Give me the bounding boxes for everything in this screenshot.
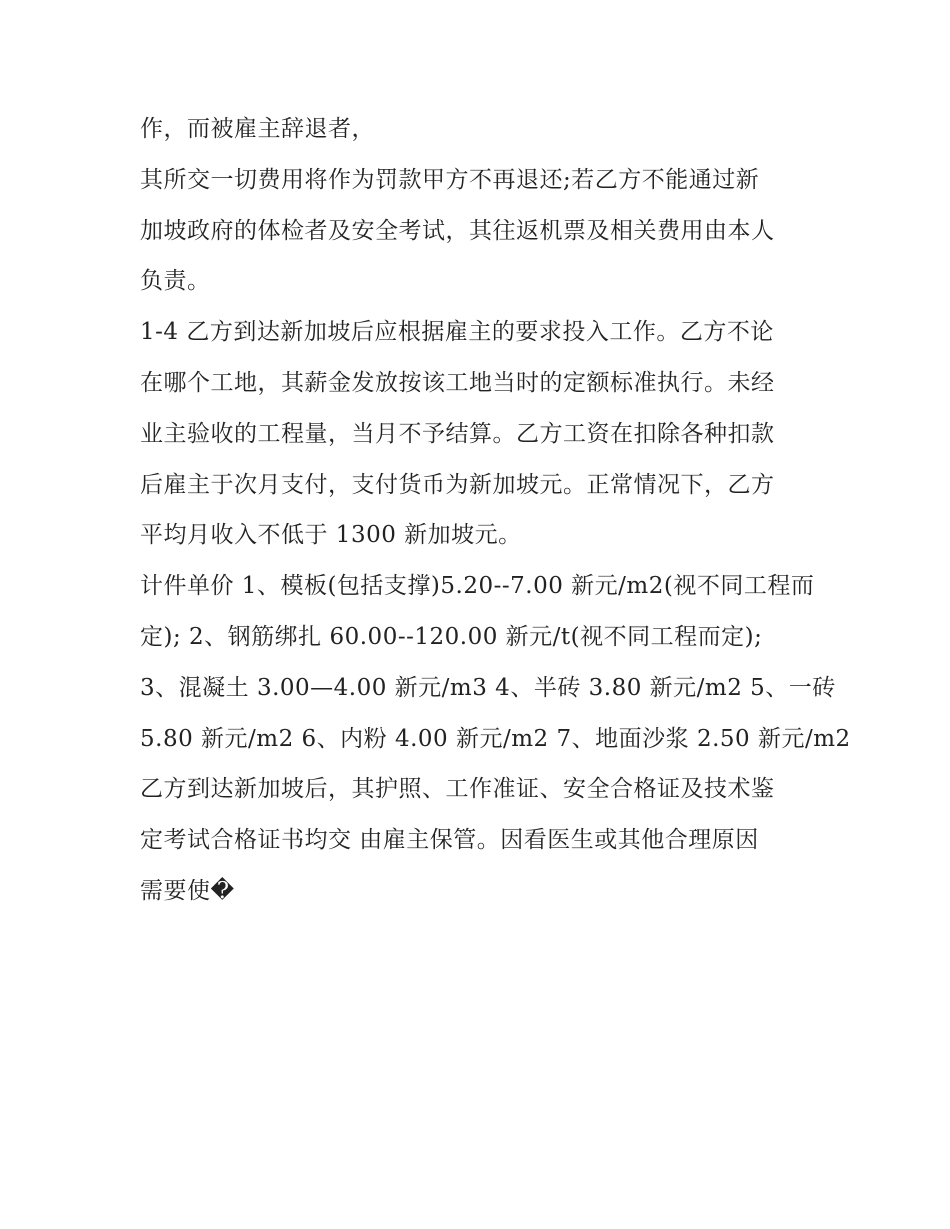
text-line: 负责。 [140, 268, 211, 295]
text-line: 1-4 乙方到达新加坡后应根据雇主的要求投入工作。乙方不论 [140, 319, 774, 346]
text-line: 计件单价 1、模板(包括支撑)5.20--7.00 新元/m2(视不同工程而 [140, 573, 815, 600]
text-line: 平均月收入不低于 1300 新加坡元。 [140, 522, 522, 549]
text-line: 业主验收的工程量，当月不予结算。乙方工资在扣除各种扣款 [140, 420, 775, 447]
text-line: 作，而被雇主辞退者， [140, 116, 375, 142]
text-line: 3、混凝土 3.00—4.00 新元/m3 4、半砖 3.80 新元/m2 5、一砖 [140, 674, 836, 701]
text-line: 其所交一切费用将作为罚款甲方不再退还;若乙方不能通过新 [140, 166, 760, 193]
text-line: 后雇主于次月支付，支付货币为新加坡元。正常情况下，乙方 [140, 471, 775, 498]
text-line: 5.80 新元/m2 6、内粉 4.00 新元/m2 7、地面沙浆 2.50 新元/m2 [140, 725, 851, 752]
text-line: 定考试合格证书均交 由雇主保管。因看医生或其他合理原因 [140, 827, 759, 854]
text-line: 乙方到达新加坡后，其护照、工作准证、安全合格证及技术鉴 [140, 776, 775, 803]
text-line: 加坡政府的体检者及安全考试，其往返机票及相关费用由本人 [140, 217, 775, 244]
document-body [140, 104, 851, 917]
text-line: 需要使� [140, 877, 235, 904]
text-line: 在哪个工地，其薪金发放按该工地当时的定额标准执行。未经 [140, 369, 775, 396]
text-line: 定); 2、钢筋绑扎 60.00--120.00 新元/t(视不同工程而定); [140, 623, 763, 650]
